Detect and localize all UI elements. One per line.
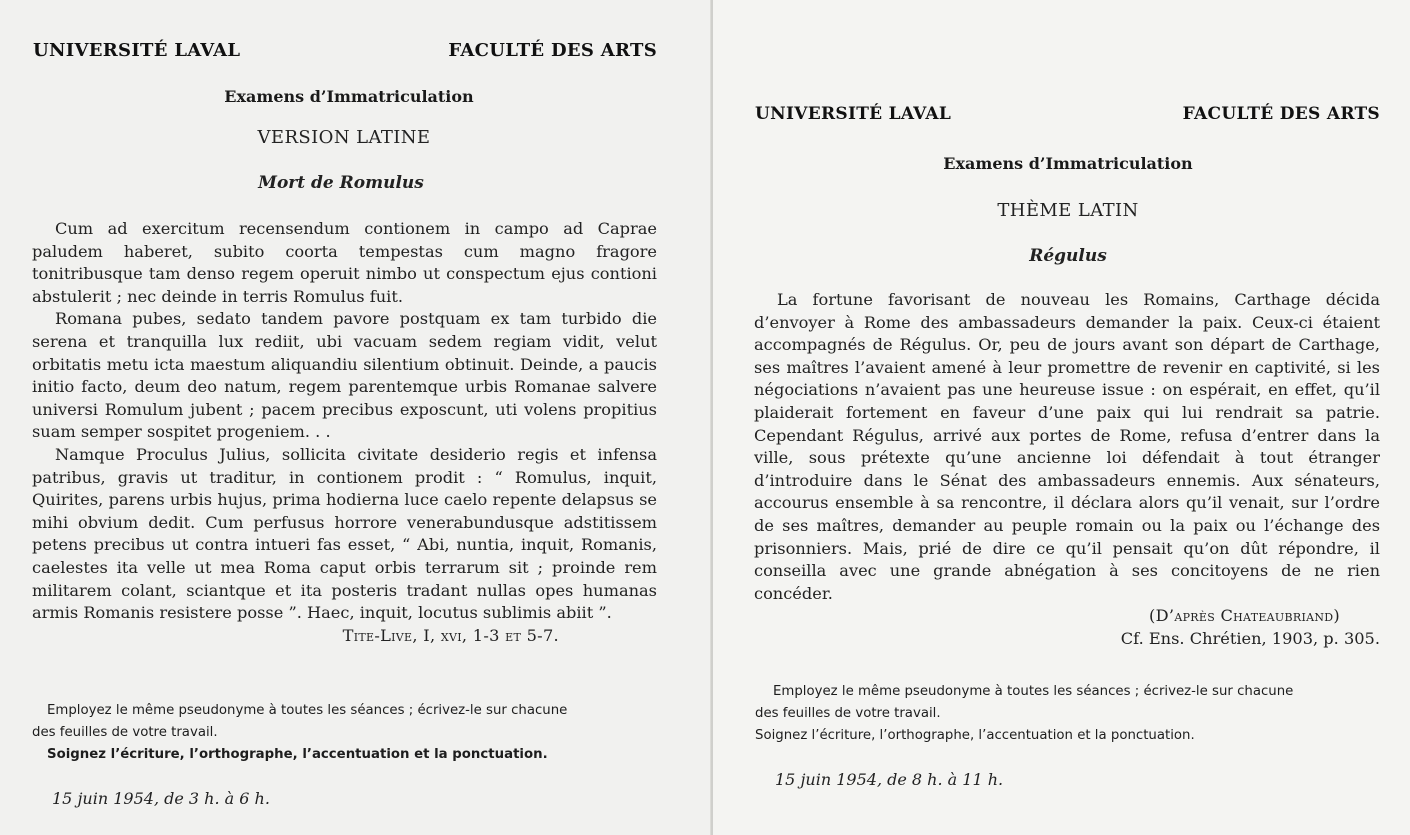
left-exam-title: Examens d’Immatriculation [224,87,474,106]
left-paragraph: Cum ad exercitum recensendum contionem in campo ad Caprae paludem haberet, subito coorta tempestas cum magno fragore tonitribusque tam denso regem operuit nimbo ut conspectum ejus contioni abstulerit ; nec deinde in terris Romulus fuit. [32,219,657,306]
right-text-body [754,289,1380,651]
left-instructions [32,700,672,766]
left-attribution: Tite-Live, I, xvi, 1-3 et 5-7. [342,625,559,645]
right-instructions [755,681,1395,747]
right-attribution-source: (D’après Chateaubriand) [1149,606,1340,626]
right-header [755,104,1380,124]
left-university: UNIVERSITÉ LAVAL [33,40,241,61]
right-attribution-reference: Cf. Ens. Chrétien, 1903, p. 305. [1120,628,1380,648]
right-faculty: FACULTÉ DES ARTS [1182,104,1380,124]
left-note-line: Soignez l’écriture, l’orthographe, l’accentuation et la ponctuation. [47,747,548,762]
left-subtitle: Mort de Romulus [258,173,424,193]
right-section-title: THÈME LATIN [997,200,1139,221]
right-note-line: des feuilles de votre travail. [755,706,941,721]
right-exam-title: Examens d’Immatriculation [943,154,1193,173]
left-paragraph: Romana pubes, sedato tandem pavore postquam ex tam turbido die serena et tranquilla lux rediit, ubi vacuam sedem regiam vidit, velut orbitatis metu icta maestum aliquandiu silentium obtinuit. Deinde, a paucis initio facto, deum deo natum, regem parentemque urbis Romanae salvere universi Romulum jubent ; pacem precibus exposcunt, uti volens propitius suam semper sospitet progeniem. . . [32,309,657,442]
left-paragraph: Namque Proculus Julius, sollicita civitate desiderio regis et infensa patribus, gravis ut traditur, in contionem prodit : “ Romulus, inquit, Quirites, parens urbis hujus, prima hodierna luce caelo repente delapsus se mihi obvium dedit. Cum perfusus horrore venerabundusque adstitissem petens precibus ut contra intueri fas esset, “ Abi, nuntia, inquit, Romanis, caelestes ita velle ut mea Roma caput orbis terrarum sit ; proinde rem militarem colant, sciantque et ita posteris tradant nullas opes humanas armis Romanis resistere posse ”. Haec, inquit, locutus sublimis abiit ”. [32,444,657,623]
left-section-title: VERSION LATINE [257,127,431,148]
left-text-body [32,218,657,647]
right-exam-date: 15 juin 1954, de 8 h. à 11 h. [775,770,1004,789]
right-subtitle: Régulus [1029,246,1107,266]
right-exam-sheet [712,0,1410,835]
left-note-line: des feuilles de votre travail. [32,725,218,740]
left-exam-date: 15 juin 1954, de 3 h. à 6 h. [52,789,270,808]
right-university: UNIVERSITÉ LAVAL [755,104,952,124]
left-note-line: Employez le même pseudonyme à toutes les séances ; écrivez-le sur chacune [47,703,568,718]
right-paragraph: La fortune favorisant de nouveau les Romains, Carthage décida d’envoyer à Rome des ambassadeurs demander la paix. Ceux-ci étaient accompagnés de Régulus. Or, peu de jours avant son départ de Carthage, ses maîtres l’avaient amené à leur promettre de revenir en captivité, si les négociations n’avaient pas une heureuse issue : on espérait, en effet, qu’il plaiderait fortement en faveur d’une paix qui lui rendrait sa patrie. Cependant Régulus, arrivé aux portes de Rome, refusa d’entrer dans la ville, sous prétexte qu’une ancienne loi défendait à tout étranger d’introduire dans le Sénat des ambassadeurs ennemis. Aux sénateurs, accourus ensemble à sa rencontre, il déclara alors qu’il venait, sur l’ordre de ses maîtres, demander au peuple romain ou la paix ou l’échange des prisonniers. Mais, prié de dire ce qu’il pensait qu’on dût répondre, il conseilla avec une grande abnégation à ses concitoyens de ne rien concéder. [754,290,1380,603]
left-faculty: FACULTÉ DES ARTS [448,40,657,61]
right-note-line: Employez le même pseudonyme à toutes les séances ; écrivez-le sur chacune [773,684,1294,699]
left-header [33,40,657,61]
right-note-line: Soignez l’écriture, l’orthographe, l’accentuation et la ponctuation. [755,728,1195,743]
